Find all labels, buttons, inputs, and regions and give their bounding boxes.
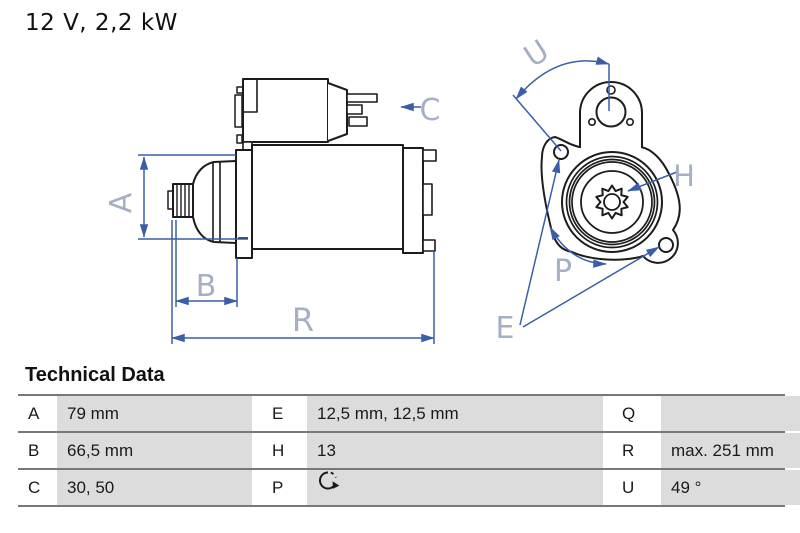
voltage-power-title: 12 V, 2,2 kW: [25, 10, 178, 36]
drive-end-housing: [193, 161, 236, 243]
end-cap-boss: [423, 184, 432, 215]
spec-key-a: A: [18, 396, 57, 431]
tab-small-hole: [607, 86, 615, 94]
spec-value-r: max. 251 mm: [661, 433, 800, 468]
spec-key-p: P: [256, 470, 307, 505]
spec-value-a: 79 mm: [57, 396, 252, 431]
tab-center-hole: [597, 98, 626, 127]
spec-value-b: 66,5 mm: [57, 433, 252, 468]
dimension-label-c: C: [419, 93, 441, 128]
front-view-drawing: [541, 82, 679, 263]
solenoid-bracket: [243, 142, 252, 150]
spec-value-p: [307, 470, 603, 505]
dimension-label-r: R: [291, 301, 315, 339]
spec-key-c: C: [18, 470, 57, 505]
dimension-label-b: B: [195, 269, 217, 304]
table-row: [18, 394, 785, 431]
spec-key-b: B: [18, 433, 57, 468]
pinion-gear: [173, 184, 193, 217]
solenoid-terminal-pin: [347, 94, 377, 102]
table-row: [18, 468, 785, 507]
spec-key-u: U: [607, 470, 661, 505]
rotation-clockwise-icon: [317, 470, 343, 505]
end-cap-bolt-bottom: [423, 240, 435, 251]
dimension-label-u: U: [518, 33, 556, 75]
solenoid-body: [243, 79, 328, 142]
technical-data-table: [18, 394, 785, 507]
spec-key-e: E: [256, 396, 307, 431]
spec-key-r: R: [607, 433, 661, 468]
tab-small-hole: [627, 119, 633, 125]
end-cap-bolt-top: [423, 150, 436, 161]
spec-value-h: 13: [307, 433, 603, 468]
dimension-label-a: A: [104, 192, 139, 214]
technical-data-heading: Technical Data: [25, 364, 165, 386]
solenoid-terminal: [347, 105, 362, 114]
solenoid-left-plate: [235, 95, 242, 127]
dimension-label-e: E: [495, 311, 515, 346]
mounting-hole-lower: [659, 238, 673, 252]
solenoid-terminal: [349, 117, 367, 126]
motor-body: [252, 145, 403, 249]
spec-value-q: [661, 396, 800, 431]
spec-key-h: H: [256, 433, 307, 468]
mounting-flange-edge: [236, 150, 252, 258]
dimension-label-h: H: [673, 159, 695, 193]
spec-value-c: 30, 50: [57, 470, 252, 505]
side-view-drawing: [168, 79, 436, 258]
spec-value-e: 12,5 mm, 12,5 mm: [307, 396, 603, 431]
pinion-center-hole: [604, 194, 620, 210]
tab-small-hole: [589, 119, 595, 125]
end-cap: [403, 148, 423, 253]
solenoid-left-detail: [237, 135, 242, 143]
spec-value-u: 49 °: [661, 470, 800, 505]
solenoid-end-taper: [328, 83, 347, 141]
spec-key-q: Q: [607, 396, 661, 431]
mounting-hole-upper: [554, 145, 568, 159]
dimension-label-p: P: [553, 254, 573, 289]
table-row: [18, 431, 785, 468]
